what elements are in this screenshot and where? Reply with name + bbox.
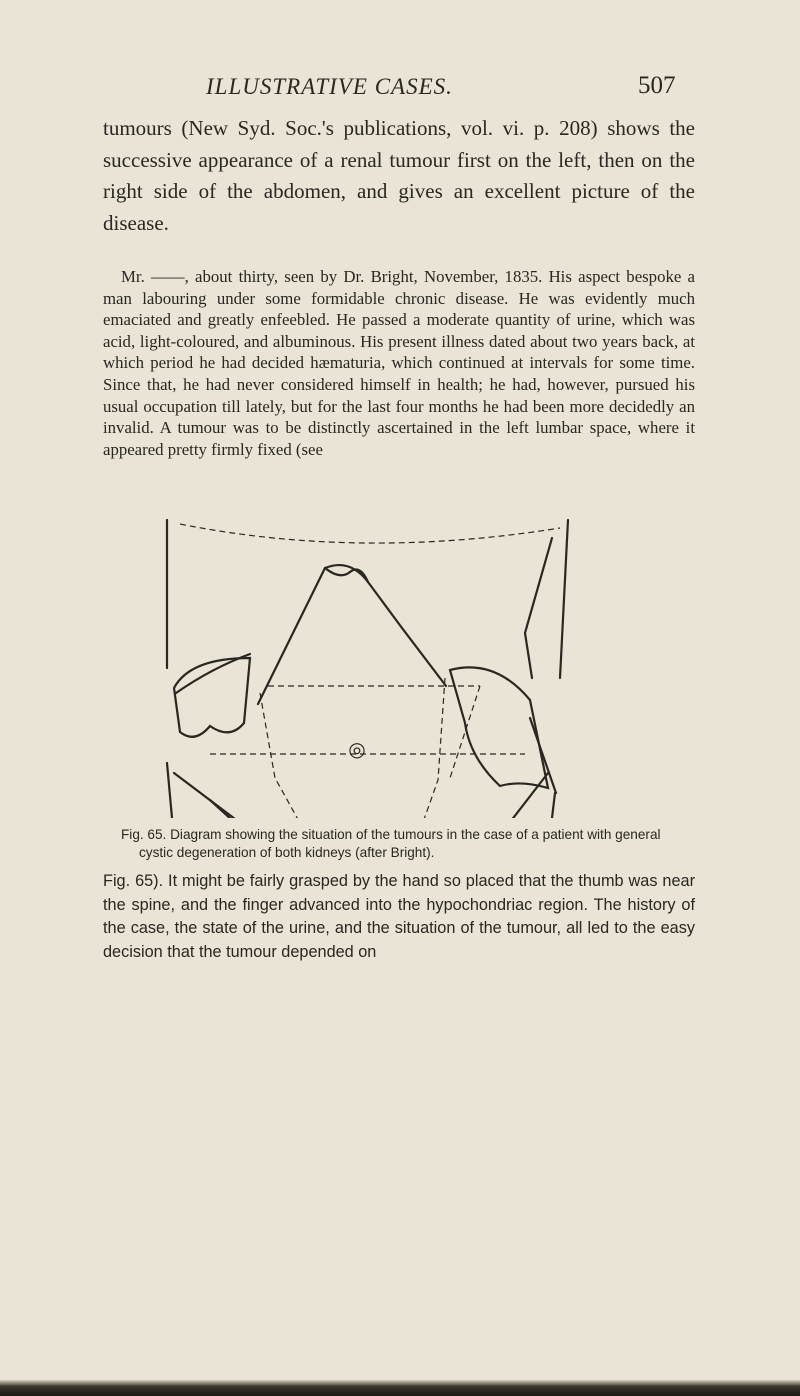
right-costal-margin	[525, 538, 552, 678]
figure-caption-text: Fig. 65. Diagram showing the situation of the tumours in the case of a patient with general cystic degeneration of both kidneys (after Bright).	[121, 827, 661, 860]
right-inner-dashed	[450, 686, 480, 778]
page-bottom-edge	[0, 1380, 800, 1396]
abdomen-diagram	[150, 518, 590, 818]
ribcage-left	[258, 565, 446, 704]
page-number: 507	[638, 72, 676, 99]
top-dashed-line	[180, 524, 560, 543]
outro-paragraph: Fig. 65). It might be fairly grasped by the hand so placed that the thumb was near the spine, and the finger advanced into the hypochondriac region. The history of the case, the state of the urine, and the situation of the tumour, all led to the easy decision that the tumour depended on	[103, 872, 695, 961]
running-head	[0, 68, 800, 108]
right-flank	[530, 718, 556, 793]
case-paragraph: Mr. ——, about thirty, seen by Dr. Bright, November, 1835. His aspect bespoke a man labouring under some formidable chronic disease. He was evidently much emaciated and greatly enfeebled. He passed a moderate quantity of urine, which was acid, light-coloured, and albuminous. His present illness dated about two years back, at which period he had decided hæmaturia, which continued at intervals for some time. Since that, he had never considered himself in health; he had, however, pursued his usual occupation till lately, but for the last four months he had been more decidedly an invalid. A tumour was to be distinctly ascertained in the left lumbar space, where it appeared pretty firmly fixed (see	[103, 267, 695, 459]
outline-right-upper	[560, 520, 568, 678]
right-vertical-dashed	[405, 678, 445, 818]
lower-right-oblique	[490, 773, 548, 818]
figure-65-diagram	[150, 518, 590, 818]
intro-paragraph: tumours (New Syd. Soc.'s publications, vol. vi. p. 208) shows the successive appearance of a renal tumour first on the left, then on the right side of the abdomen, and gives an excellent picture of the disease.	[103, 116, 695, 235]
outline-left-lower	[167, 763, 172, 818]
lower-left-oblique	[174, 773, 300, 818]
left-vertical-dashed	[260, 693, 325, 818]
running-title: ILLUSTRATIVE CASES.	[206, 74, 453, 99]
outline-right-lower	[552, 793, 555, 818]
figure-caption	[103, 826, 695, 862]
umbilicus-marker: ◎	[348, 737, 366, 761]
